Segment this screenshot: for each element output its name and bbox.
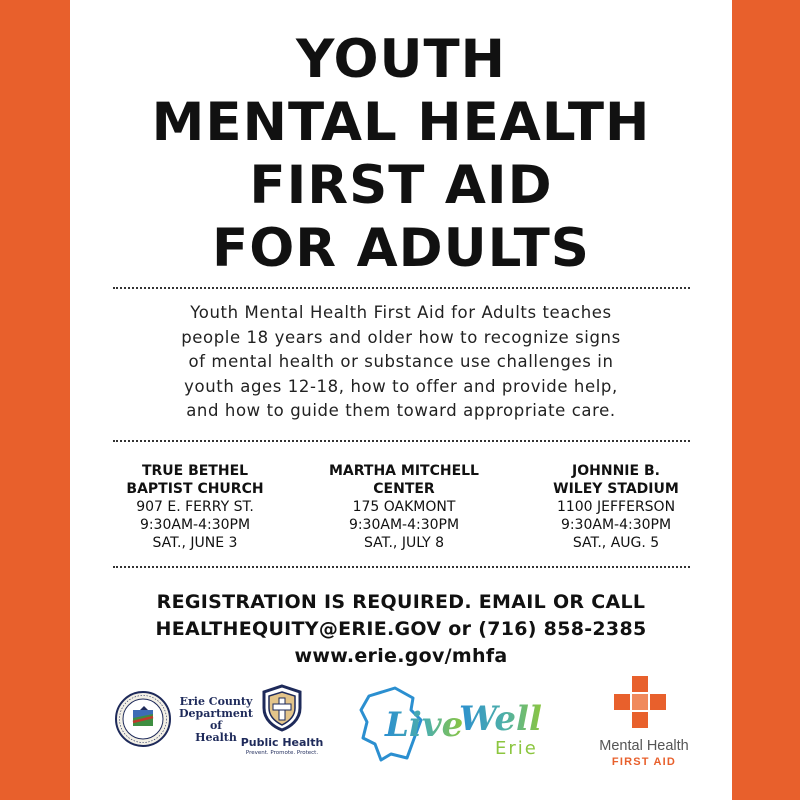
left-orange-border — [0, 0, 70, 800]
session-locations — [70, 462, 732, 552]
dotted-divider — [113, 566, 690, 568]
right-orange-border — [732, 0, 800, 800]
registration-info — [70, 589, 732, 670]
location-time: 9:30AM-4:30PM — [139, 517, 251, 533]
dotted-divider — [113, 440, 690, 442]
description-line: Youth Mental Health First Aid for Adults teaches — [190, 303, 612, 322]
county-seal-icon — [114, 690, 172, 748]
public-health-shield-icon — [260, 684, 304, 732]
program-description — [90, 301, 712, 424]
location-name: BAPTIST CHURCH — [126, 481, 264, 497]
title-line: MENTAL HEALTH — [151, 92, 651, 153]
registration-line: REGISTRATION IS REQUIRED. EMAIL OR CALL — [156, 591, 646, 613]
title-line: YOUTH — [295, 29, 507, 90]
livewell-well-text: Well — [459, 699, 542, 739]
description-line: of mental health or substance use challenges in — [188, 352, 614, 371]
livewell-erie-text: Erie — [495, 738, 538, 759]
location-address: 175 OAKMONT — [352, 499, 456, 515]
location-address: 907 E. FERRY ST. — [136, 499, 254, 515]
location-name: JOHNNIE B. — [572, 463, 660, 479]
location-name: WILEY STADIUM — [553, 481, 679, 497]
erie-name-line: Department of — [179, 707, 253, 732]
livewell-erie-logo — [355, 680, 555, 770]
location-true-bethel — [100, 462, 290, 552]
registration-url: www.erie.gov/mhfa — [294, 645, 508, 667]
location-johnnie-wiley — [516, 462, 716, 552]
location-name: TRUE BETHEL — [141, 463, 249, 479]
mhfa-subtitle: FIRST AID — [611, 756, 677, 768]
erie-name-line: Erie County — [179, 695, 253, 708]
dotted-divider — [113, 287, 690, 289]
erie-name-line: Health — [195, 731, 237, 744]
description-line: and how to guide them toward appropriate care. — [186, 401, 616, 420]
description-line: youth ages 12-18, how to offer and provide help, — [184, 376, 618, 396]
registration-contact: HEALTHEQUITY@ERIE.GOV or (716) 858-2385 — [155, 618, 647, 640]
location-name: CENTER — [373, 481, 435, 497]
location-martha-mitchell — [304, 462, 504, 552]
mhfa-logo — [570, 670, 710, 770]
erie-county-health-logo — [114, 684, 324, 766]
location-date: SAT., JUNE 3 — [152, 535, 238, 551]
description-line: people 18 years and older how to recognize signs — [181, 327, 621, 347]
location-date: SAT., JULY 8 — [363, 535, 445, 551]
flyer-title — [70, 28, 732, 280]
livewell-live-text: Live — [385, 705, 464, 745]
location-time: 9:30AM-4:30PM — [560, 517, 672, 533]
mhfa-name: Mental Health — [599, 738, 689, 754]
title-line: FIRST AID — [249, 155, 553, 216]
public-health-tagline: Prevent. Promote. Protect. — [245, 750, 319, 756]
public-health-label: Public Health — [240, 736, 324, 749]
location-time: 9:30AM-4:30PM — [348, 517, 460, 533]
flyer-panel — [70, 0, 732, 800]
location-address: 1100 JEFFERSON — [556, 499, 676, 515]
location-name: MARTHA MITCHELL — [329, 463, 479, 479]
mhfa-cross-icon — [614, 676, 668, 730]
title-line: FOR ADULTS — [212, 218, 590, 279]
location-date: SAT., AUG. 5 — [572, 535, 660, 551]
